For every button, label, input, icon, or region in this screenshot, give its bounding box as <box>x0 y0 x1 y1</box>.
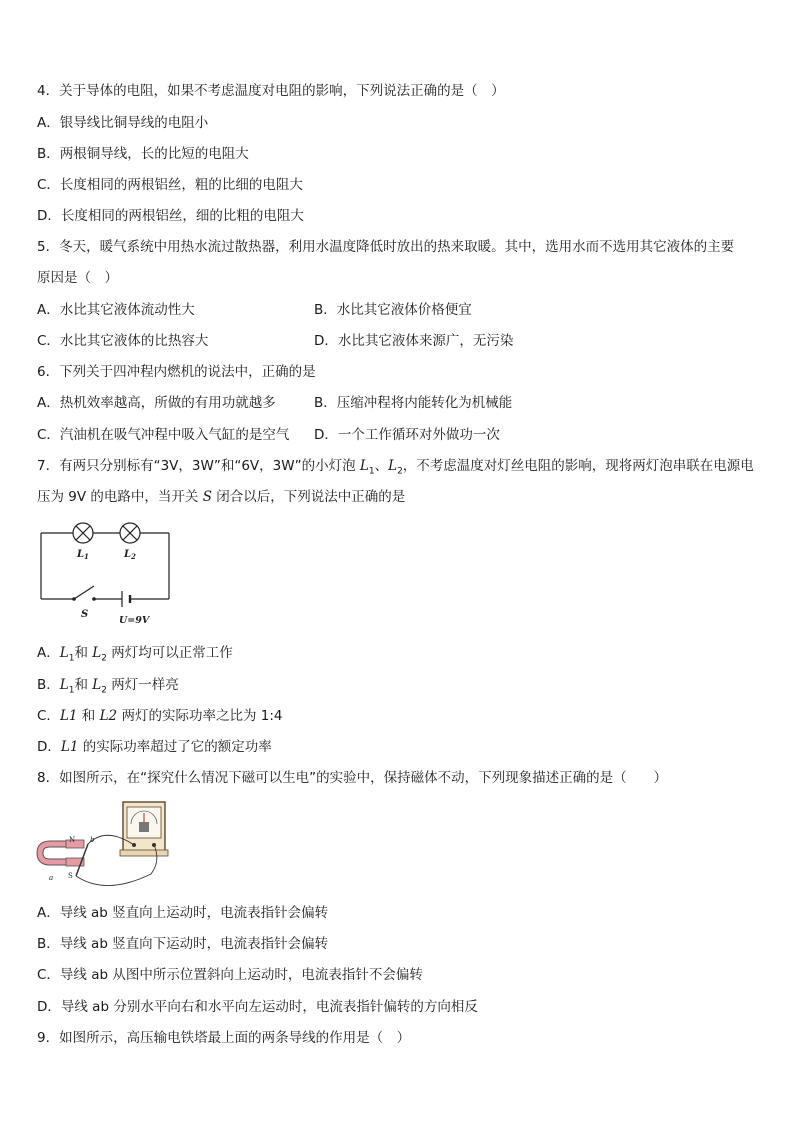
q7-option-d: D．L1 的实际功率超过了它的额定功率 <box>37 739 272 755</box>
q5-option-d: D．水比其它液体来源广，无污染 <box>314 333 514 349</box>
q8-option-d: D．导线 ab 分别水平向右和水平向左运动时，电流表指针偏转的方向相反 <box>37 999 478 1015</box>
q8-option-c: C．导线 ab 从图中所示位置斜向上运动时，电流表指针不会偏转 <box>37 967 423 983</box>
q7-option-c: C．L1 和 L2 两灯的实际功率之比为 1:4 <box>37 708 283 724</box>
q7-option-a: A．$L_1$和 $L_2$ 两灯均可以正常工作 <box>37 645 233 664</box>
wire-a-label: a <box>49 874 54 882</box>
q7-fig-switch-label: S <box>81 609 89 620</box>
q7-stem-line1: 7．有两只分别标有“3V，3W”和“6V，3W”的小灯泡 $L_1$、$L_2$，不考虑温度对灯丝电阻的影响，现将两灯泡串联在电源电 <box>37 458 754 477</box>
q5-stem-line2: 原因是（ ） <box>37 270 118 286</box>
u-magnet-icon <box>40 840 84 866</box>
q7-fig-l2-label: $L_2$ <box>124 549 136 561</box>
q4-option-a: A．银导线比铜导线的电阻小 <box>37 115 209 131</box>
q8-induction-apparatus <box>36 796 181 896</box>
q7-option-b: B．$L_1$和 $L_2$ 两灯一样亮 <box>37 677 179 696</box>
magnet-n-label: N <box>69 836 76 844</box>
q8-option-a: A．导线 ab 竖直向上运动时，电流表指针会偏转 <box>37 905 329 921</box>
q7-fig-voltage-label: U=9V <box>119 615 150 626</box>
q6-option-a: A．热机效率越高，所做的有用功就越多 <box>37 395 276 411</box>
q6-option-d: D．一个工作循环对外做功一次 <box>314 427 500 443</box>
q8-option-b: B．导线 ab 竖直向下运动时，电流表指针会偏转 <box>37 936 329 952</box>
q9-stem: 9．如图所示，高压输电铁塔最上面的两条导线的作用是（ ） <box>37 1030 411 1046</box>
q5-stem-line1: 5．冬天，暖气系统中用热水流过散热器，利用水温度降低时放出的热来取暖。其中，选用水而不选用其它液体的主要 <box>37 239 735 255</box>
q7-stem-line2: 压为 9V 的电路中，当开关 S 闭合以后，下列说法中正确的是 <box>37 489 406 505</box>
q6-option-c: C．汽油机在吸气冲程中吸入气缸的是空气 <box>37 427 290 443</box>
q7-circuit-diagram <box>36 516 176 628</box>
wire-b-label: b <box>90 836 95 844</box>
q4-stem: 4．关于导体的电阻，如果不考虑温度对电阻的影响，下列说法正确的是（ ） <box>37 83 505 99</box>
q5-option-b: B．水比其它液体价格便宜 <box>314 302 472 318</box>
magnet-s-label: S <box>68 872 73 880</box>
q6-option-b: B．压缩冲程将内能转化为机械能 <box>314 395 513 411</box>
q4-option-b: B．两根铜导线，长的比短的电阻大 <box>37 146 249 162</box>
q8-stem: 8．如图所示，在“探究什么情况下磁可以生电”的实验中，保持磁体不动，下列现象描述正确的是（ ） <box>37 770 668 786</box>
q7-fig-l1-label: $L_1$ <box>77 549 89 561</box>
q5-option-a: A．水比其它液体流动性大 <box>37 302 195 318</box>
q5-option-c: C．水比其它液体的比热容大 <box>37 333 209 349</box>
galvanometer-icon <box>120 802 168 856</box>
q4-option-c: C．长度相同的两根铝丝，粗的比细的电阻大 <box>37 177 303 193</box>
q6-stem: 6．下列关于四冲程内燃机的说法中，正确的是 <box>37 364 316 380</box>
q4-option-d: D．长度相同的两根铝丝，细的比粗的电阻大 <box>37 208 304 224</box>
